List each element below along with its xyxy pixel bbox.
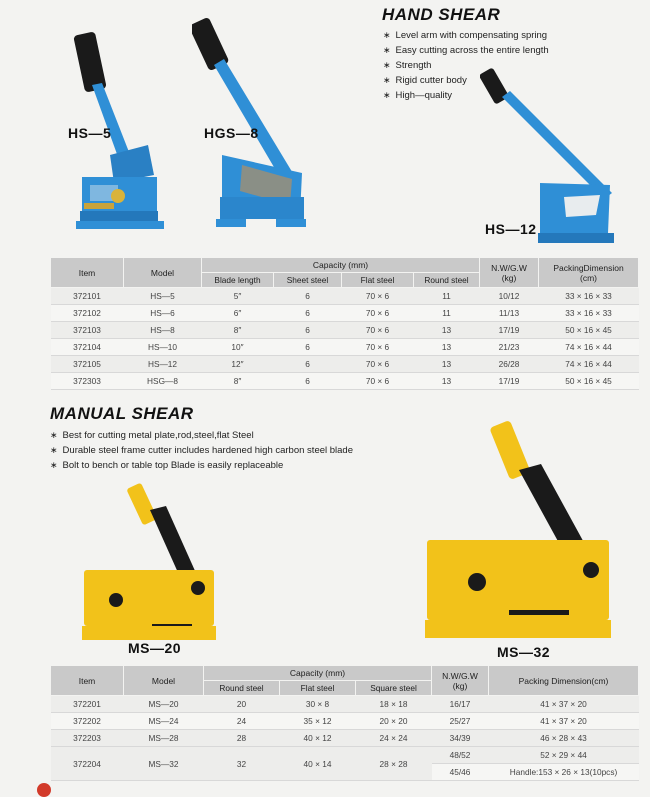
table-cell: MS—24 bbox=[124, 713, 204, 730]
table-cell: 372105 bbox=[51, 356, 124, 373]
table-cell: 8″ bbox=[202, 322, 274, 339]
packing-text: PackingDimension bbox=[553, 262, 624, 273]
table-cell: 6 bbox=[274, 373, 342, 390]
col-header-flat-steel: Flat steel bbox=[280, 681, 356, 696]
table-cell: HS—10 bbox=[124, 339, 202, 356]
table-cell: MS—20 bbox=[124, 696, 204, 713]
feature-item: ∗ Strength bbox=[383, 58, 549, 73]
table-cell: 6″ bbox=[202, 305, 274, 322]
col-header-blade-length: Blade length bbox=[202, 273, 274, 288]
table-cell: 24 bbox=[204, 713, 280, 730]
table-cell: 52 × 29 × 44 bbox=[489, 747, 639, 764]
col-header-flat-steel: Flat steel bbox=[342, 273, 414, 288]
table-row bbox=[51, 305, 639, 322]
manual-shear-title: MANUAL SHEAR bbox=[50, 404, 194, 423]
table-cell: 28 × 28 bbox=[356, 747, 432, 781]
table-cell: 8″ bbox=[202, 373, 274, 390]
table-cell: 25/27 bbox=[432, 713, 489, 730]
table-cell: 30 × 8 bbox=[280, 696, 356, 713]
table-cell: HS—8 bbox=[124, 322, 202, 339]
feature-item: ∗ Rigid cutter body bbox=[383, 73, 549, 88]
table-cell: 13 bbox=[414, 356, 480, 373]
table-cell: 18 × 18 bbox=[356, 696, 432, 713]
table-cell: 6 bbox=[274, 288, 342, 305]
table-cell: 70 × 6 bbox=[342, 373, 414, 390]
table-cell: 70 × 6 bbox=[342, 305, 414, 322]
table-cell: 11 bbox=[414, 305, 480, 322]
table-cell: 372101 bbox=[51, 288, 124, 305]
table-cell: 48/52 bbox=[432, 747, 489, 764]
table-row bbox=[51, 322, 639, 339]
table-cell: 32 bbox=[204, 747, 280, 781]
table-row bbox=[51, 356, 639, 373]
table-cell: 74 × 16 × 44 bbox=[539, 356, 639, 373]
nwgw-unit: (kg) bbox=[452, 680, 468, 691]
nwgw-text: N.W/G.W bbox=[491, 262, 527, 273]
table-row bbox=[51, 339, 639, 356]
feature-item: ∗ High—quality bbox=[383, 88, 549, 103]
table-cell: MS—28 bbox=[124, 730, 204, 747]
col-header-sheet-steel: Sheet steel bbox=[274, 273, 342, 288]
col-header-capacity: Capacity (mm) bbox=[202, 258, 480, 273]
table-cell: 5″ bbox=[202, 288, 274, 305]
feature-item: ∗ Bolt to bench or table top Blade is easily replaceable bbox=[50, 458, 353, 473]
table-cell: 45/46 bbox=[432, 764, 489, 781]
packing-unit: (cm) bbox=[580, 272, 598, 283]
page-corner-mark bbox=[37, 783, 51, 797]
col-header-item: Item bbox=[51, 666, 124, 696]
col-header-packing bbox=[539, 258, 639, 288]
table-cell: 372202 bbox=[51, 713, 124, 730]
table-cell: 28 bbox=[204, 730, 280, 747]
manual-shear-spec-table bbox=[50, 665, 639, 781]
ms32-label: MS—32 bbox=[497, 644, 551, 660]
table-cell: 13 bbox=[414, 373, 480, 390]
col-header-square-steel: Square steel bbox=[356, 681, 432, 696]
table-cell: 35 × 12 bbox=[280, 713, 356, 730]
table-row bbox=[51, 696, 639, 713]
table-cell: 70 × 6 bbox=[342, 288, 414, 305]
table-cell: 372201 bbox=[51, 696, 124, 713]
table-cell: HS—6 bbox=[124, 305, 202, 322]
table-cell: HS—5 bbox=[124, 288, 202, 305]
table-cell: 74 × 16 × 44 bbox=[539, 339, 639, 356]
nwgw-text: N.W/G.W bbox=[442, 670, 478, 681]
table-cell: 6 bbox=[274, 305, 342, 322]
table-cell: 10″ bbox=[202, 339, 274, 356]
feature-item: ∗ Best for cutting metal plate,rod,steel,flat Steel bbox=[50, 428, 353, 443]
feature-item: ∗ Level arm with compensating spring bbox=[383, 28, 549, 43]
table-cell: 17/19 bbox=[480, 322, 539, 339]
col-header-round-steel: Round steel bbox=[414, 273, 480, 288]
table-cell: 21/23 bbox=[480, 339, 539, 356]
table-cell: 50 × 16 × 45 bbox=[539, 322, 639, 339]
nwgw-unit: (kg) bbox=[501, 272, 517, 283]
table-row bbox=[51, 730, 639, 747]
table-cell: 16/17 bbox=[432, 696, 489, 713]
col-header-nwgw bbox=[480, 258, 539, 288]
table-cell: 10/12 bbox=[480, 288, 539, 305]
hs12-label: HS—12 bbox=[485, 221, 537, 237]
table-row bbox=[51, 288, 639, 305]
table-cell: 372102 bbox=[51, 305, 124, 322]
hand-shear-rows bbox=[51, 288, 639, 390]
table-cell: 46 × 28 × 43 bbox=[489, 730, 639, 747]
table-cell: 6 bbox=[274, 322, 342, 339]
manual-shear-rows bbox=[51, 696, 639, 747]
table-cell: 20 × 20 bbox=[356, 713, 432, 730]
feature-item: ∗ Durable steel frame cutter includes hardened high carbon steel blade bbox=[50, 443, 353, 458]
hgs8-label: HGS—8 bbox=[204, 125, 259, 141]
table-row bbox=[51, 713, 639, 730]
table-cell: 17/19 bbox=[480, 373, 539, 390]
table-cell: 70 × 6 bbox=[342, 322, 414, 339]
col-header-packing: Packing Dimension(cm) bbox=[489, 666, 639, 696]
table-cell: 6 bbox=[274, 356, 342, 373]
ms32-tool-image bbox=[423, 420, 613, 645]
ms20-tool-image bbox=[80, 482, 220, 644]
table-cell: 41 × 37 × 20 bbox=[489, 713, 639, 730]
col-header-capacity: Capacity (mm) bbox=[204, 666, 432, 681]
table-cell: HS—12 bbox=[124, 356, 202, 373]
table-row bbox=[51, 747, 639, 764]
table-cell: 26/28 bbox=[480, 356, 539, 373]
manual-shear-features bbox=[50, 428, 353, 473]
col-header-item: Item bbox=[51, 258, 124, 288]
table-cell: HSG—8 bbox=[124, 373, 202, 390]
table-cell: 20 bbox=[204, 696, 280, 713]
table-cell: 40 × 14 bbox=[280, 747, 356, 781]
table-cell: 50 × 16 × 45 bbox=[539, 373, 639, 390]
hand-shear-spec-table bbox=[50, 257, 639, 390]
table-cell: 34/39 bbox=[432, 730, 489, 747]
hs5-label: HS—5 bbox=[68, 125, 112, 141]
col-header-round-steel: Round steel bbox=[204, 681, 280, 696]
table-cell: 372103 bbox=[51, 322, 124, 339]
table-cell: 70 × 6 bbox=[342, 356, 414, 373]
table-cell: 372303 bbox=[51, 373, 124, 390]
manual-shear-last-rows bbox=[51, 747, 639, 781]
ms20-label: MS—20 bbox=[128, 640, 182, 656]
table-cell: 70 × 6 bbox=[342, 339, 414, 356]
hand-shear-title: HAND SHEAR bbox=[382, 5, 501, 24]
table-cell: Handle:153 × 26 × 13(10pcs) bbox=[489, 764, 639, 781]
table-cell: 12″ bbox=[202, 356, 274, 373]
table-cell: 13 bbox=[414, 339, 480, 356]
table-cell: 33 × 16 × 33 bbox=[539, 288, 639, 305]
table-cell: 372203 bbox=[51, 730, 124, 747]
table-cell: 41 × 37 × 20 bbox=[489, 696, 639, 713]
table-cell: 13 bbox=[414, 322, 480, 339]
table-cell: 6 bbox=[274, 339, 342, 356]
table-cell: 372204 bbox=[51, 747, 124, 781]
table-cell: 11 bbox=[414, 288, 480, 305]
table-cell: 11/13 bbox=[480, 305, 539, 322]
table-cell: MS—32 bbox=[124, 747, 204, 781]
feature-item: ∗ Easy cutting across the entire length bbox=[383, 43, 549, 58]
col-header-model: Model bbox=[124, 666, 204, 696]
table-cell: 372104 bbox=[51, 339, 124, 356]
col-header-model: Model bbox=[124, 258, 202, 288]
table-cell: 24 × 24 bbox=[356, 730, 432, 747]
table-row bbox=[51, 373, 639, 390]
table-cell: 33 × 16 × 33 bbox=[539, 305, 639, 322]
table-cell: 40 × 12 bbox=[280, 730, 356, 747]
col-header-nwgw bbox=[432, 666, 489, 696]
